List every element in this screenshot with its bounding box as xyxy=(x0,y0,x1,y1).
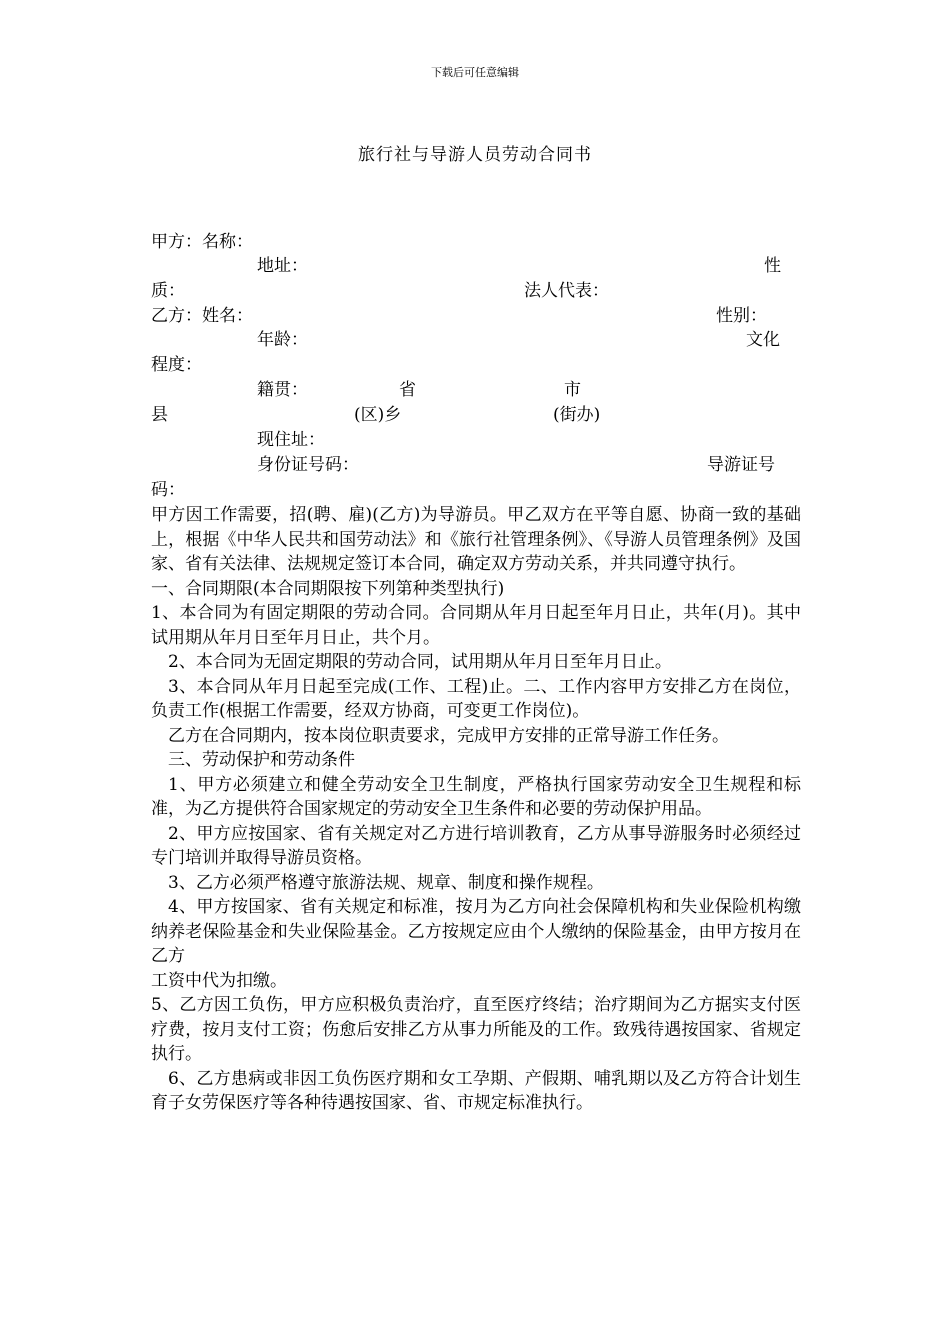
gender-label: 性别： xyxy=(716,306,767,326)
section-3-item-4-continued: 工资中代为扣缴。 xyxy=(151,970,287,991)
field-row xyxy=(0,254,950,278)
section-1-item-3: 3、本合同从年月日起至完成(工作、工程)止。二、工作内容甲方安排乙方在岗位，负责工作(根据工作需要，经双方协商，可变更工作岗位)。 xyxy=(151,676,801,721)
guide-cert-label-part2: 码： xyxy=(151,480,185,500)
guide-cert-label-part1: 导游证号 xyxy=(707,455,775,475)
section-3-item-1: 1、甲方必须建立和健全劳动安全卫生制度，严格执行国家劳动安全卫生规程和标准，为乙方提供符合国家规定的劳动安全卫生条件和必要的劳动保护用品。 xyxy=(151,774,801,819)
field-row xyxy=(0,453,950,477)
intro-paragraph: 甲方因工作需要，招(聘、雇)(乙方)为导游员。甲乙双方在平等自愿、协商一致的基础上，根据《中华人民共和国劳动法》和《旅行社管理条例》、《导游人员管理条例》及国家、省有关法律、法规规定签订本合同，确定双方劳动关系，并共同遵守执行。 xyxy=(151,505,801,574)
document-title: 旅行社与导游人员劳动合同书 xyxy=(358,145,592,165)
education-label-part1: 文化 xyxy=(746,330,780,350)
field-row xyxy=(0,279,950,303)
county-label: 县 xyxy=(151,405,168,425)
current-address-label: 现住址： xyxy=(257,430,325,450)
legal-rep-label: 法人代表： xyxy=(524,281,609,301)
district-town-label: (区)乡 xyxy=(354,405,402,425)
field-row xyxy=(0,428,950,452)
id-number-label: 身份证号码： xyxy=(257,455,359,475)
field-row xyxy=(0,378,950,402)
field-row xyxy=(0,304,950,328)
section-3-item-2: 2、甲方应按国家、省有关规定对乙方进行培训教育，乙方从事导游服务时必须经过专门培训并取得导游员资格。 xyxy=(151,823,801,868)
education-label-part2: 程度： xyxy=(151,355,202,375)
section-1-item-1: 1、本合同为有固定期限的劳动合同。合同期从年月日起至年月日止，共年(月)。其中试用期从年月日至年月日止，共个月。 xyxy=(151,603,801,648)
section-1-item-2: 2、本合同为无固定期限的劳动合同，试用期从年月日至年月日止。 xyxy=(168,652,672,672)
section-1-title: 一、合同期限(本合同期限按下列第种类型执行) xyxy=(151,578,505,599)
section-3-item-5: 5、乙方因工负伤，甲方应积极负责治疗，直至医疗终结；治疗期间为乙方据实支付医疗费，按月支付工资；伤愈后安排乙方从事力所能及的工作。致残待遇按国家、省规定执行。 xyxy=(151,995,801,1064)
native-place-label: 籍贯： xyxy=(257,380,308,400)
section-3-title: 三、劳动保护和劳动条件 xyxy=(168,750,355,770)
field-row xyxy=(0,230,950,254)
section-3-item-3: 3、乙方必须严格遵守旅游法规、规章、制度和操作规程。 xyxy=(168,872,604,893)
header-note: 下载后可任意编辑 xyxy=(431,66,519,79)
address-label: 地址： xyxy=(257,256,308,276)
contract-body xyxy=(151,503,801,1116)
field-row xyxy=(0,478,950,502)
section-3-item-4: 4、甲方按国家、省有关规定和标准，按月为乙方向社会保障机构和失业保险机构缴纳养老保险基金和失业保险基金。乙方按规定应由个人缴纳的保险基金，由甲方按月在乙方 xyxy=(151,897,801,966)
nature-label-part1: 性 xyxy=(764,256,781,276)
nature-label-part2: 质： xyxy=(151,281,185,301)
section-3-item-6: 6、乙方患病或非因工负伤医疗期和女工孕期、产假期、哺乳期以及乙方符合计划生育子女劳保医疗等各种待遇按国家、省、市规定标准执行。 xyxy=(151,1068,801,1113)
subdistrict-label: (街办) xyxy=(553,405,601,425)
party-a-name-label: 甲方：名称： xyxy=(151,232,253,252)
field-row xyxy=(0,328,950,352)
city-label: 市 xyxy=(564,380,581,400)
province-label: 省 xyxy=(399,380,416,400)
section-2-body: 乙方在合同期内，按本岗位职责要求，完成甲方安排的正常导游工作任务。 xyxy=(168,725,729,746)
party-b-name-label: 乙方：姓名： xyxy=(151,306,253,326)
field-row xyxy=(0,403,950,427)
age-label: 年龄： xyxy=(257,330,308,350)
field-row xyxy=(0,353,950,377)
